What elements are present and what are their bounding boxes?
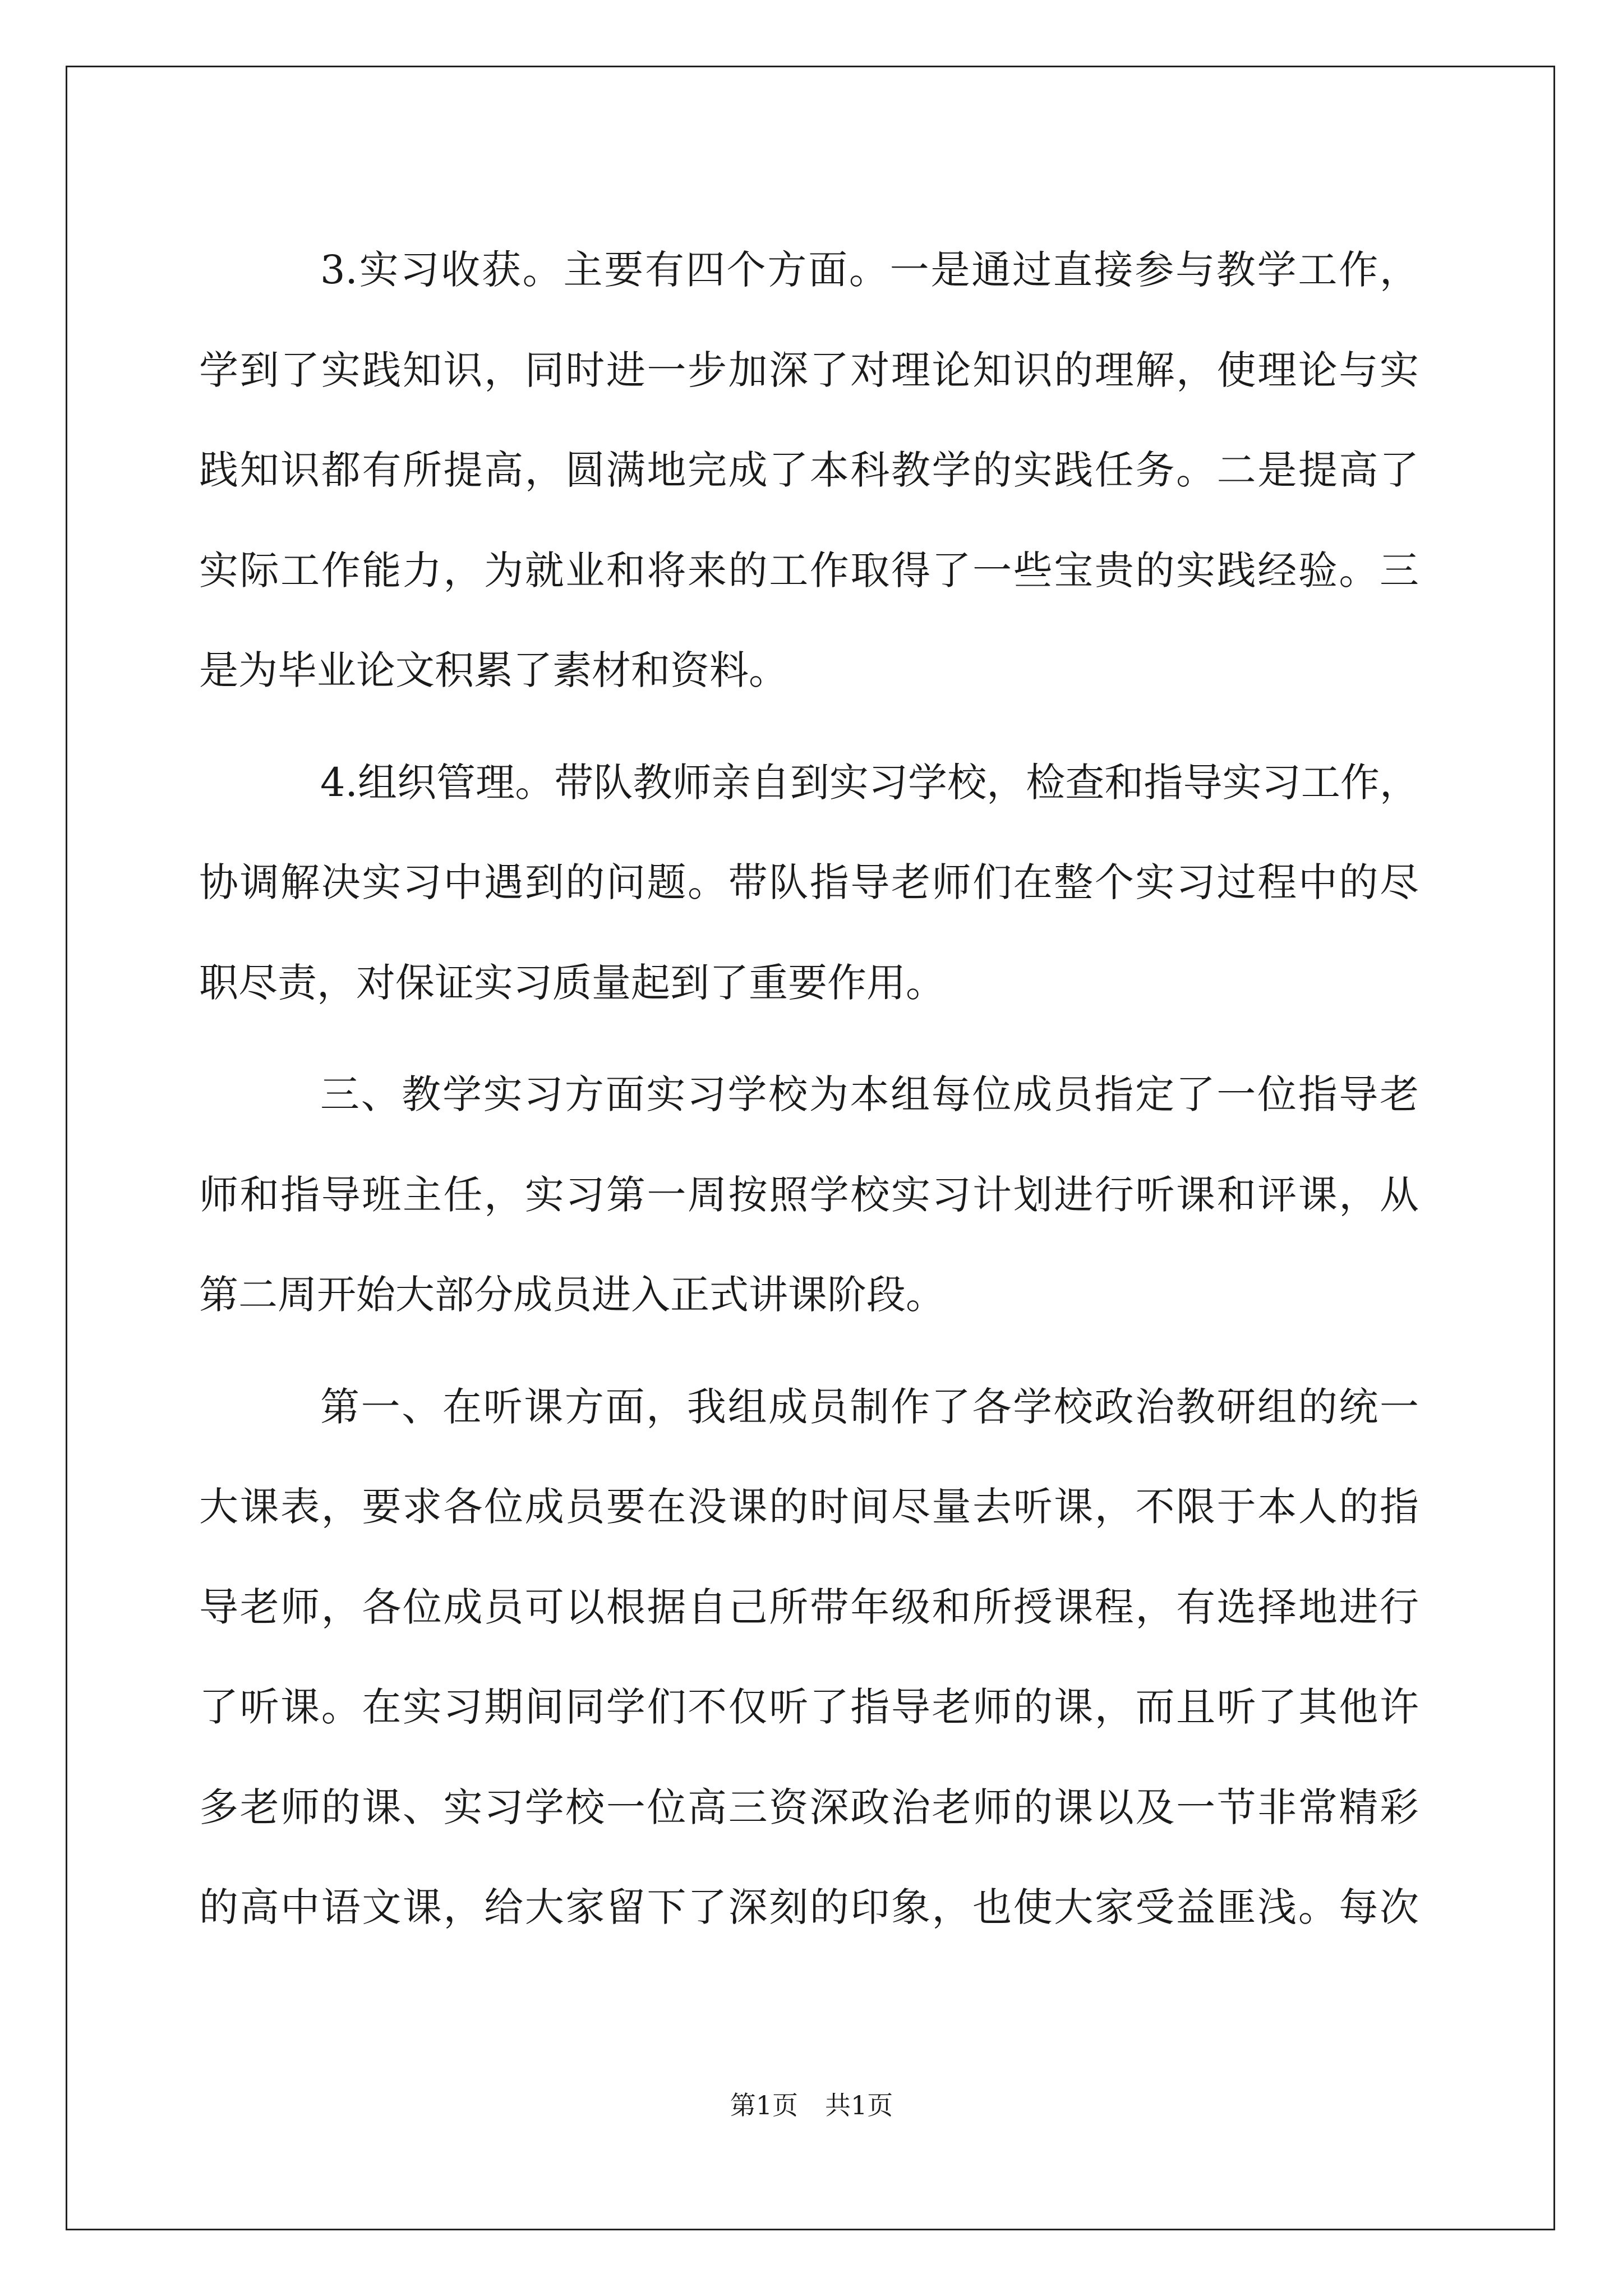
text-line: 协调解决实习中遇到的问题。带队指导老师们在整个实习过程中的尽 [199,859,1419,905]
page-footer [0,2088,1623,2122]
paragraph-internship-gains [199,220,1419,721]
text-line: 是为毕业论文积累了素材和资料。 [199,647,788,693]
text-line: 第二周开始大部分成员进入正式讲课阶段。 [199,1272,945,1318]
text-line: 三、教学实习方面实习学校为本组每位成员指定了一位指导老 [320,1071,1419,1117]
page-number-total: 共1页 [825,2090,893,2120]
text-line: 多老师的课、实习学校一位高三资深政治老师的课以及一节非常精彩 [199,1784,1419,1830]
text-line: 践知识都有所提高，圆满地完成了本科教学的实践任务。二是提高了 [199,447,1419,493]
paragraph-lesson-observation [199,1357,1419,1958]
text-line: 实际工作能力，为就业和将来的工作取得了一些宝贵的实践经验。三 [199,547,1419,593]
text-line: 学到了实践知识，同时进一步加深了对理论知识的理解，使理论与实 [199,347,1419,393]
text-line: 大课表，要求各位成员要在没课的时间尽量去听课，不限于本人的指 [199,1484,1419,1530]
text-line: 第一、在听课方面，我组成员制作了各学校政治教研组的统一 [320,1383,1419,1430]
paragraph-teaching-internship [199,1045,1419,1345]
text-line: 了听课。在实习期间同学们不仅听了指导老师的课，而且听了其他许 [199,1684,1419,1730]
text-line: 导老师，各位成员可以根据自己所带年级和所授课程，有选择地进行 [199,1584,1419,1630]
page-number-current: 第1页 [730,2090,798,2120]
text-line: 4.组织管理。带队教师亲自到实习学校，检查和指导实习工作， [320,759,1419,806]
text-line: 职尽责，对保证实习质量起到了重要作用。 [199,959,945,1006]
text-line: 的高中语文课，给大家留下了深刻的印象，也使大家受益匪浅。每次 [199,1884,1419,1930]
paragraph-organization-management [199,733,1419,1033]
text-line: 师和指导班主任，实习第一周按照学校实习计划进行听课和评课，从 [199,1171,1419,1218]
text-line: 3.实习收获。主要有四个方面。一是通过直接参与教学工作， [320,247,1419,293]
document-body [199,220,1419,1970]
